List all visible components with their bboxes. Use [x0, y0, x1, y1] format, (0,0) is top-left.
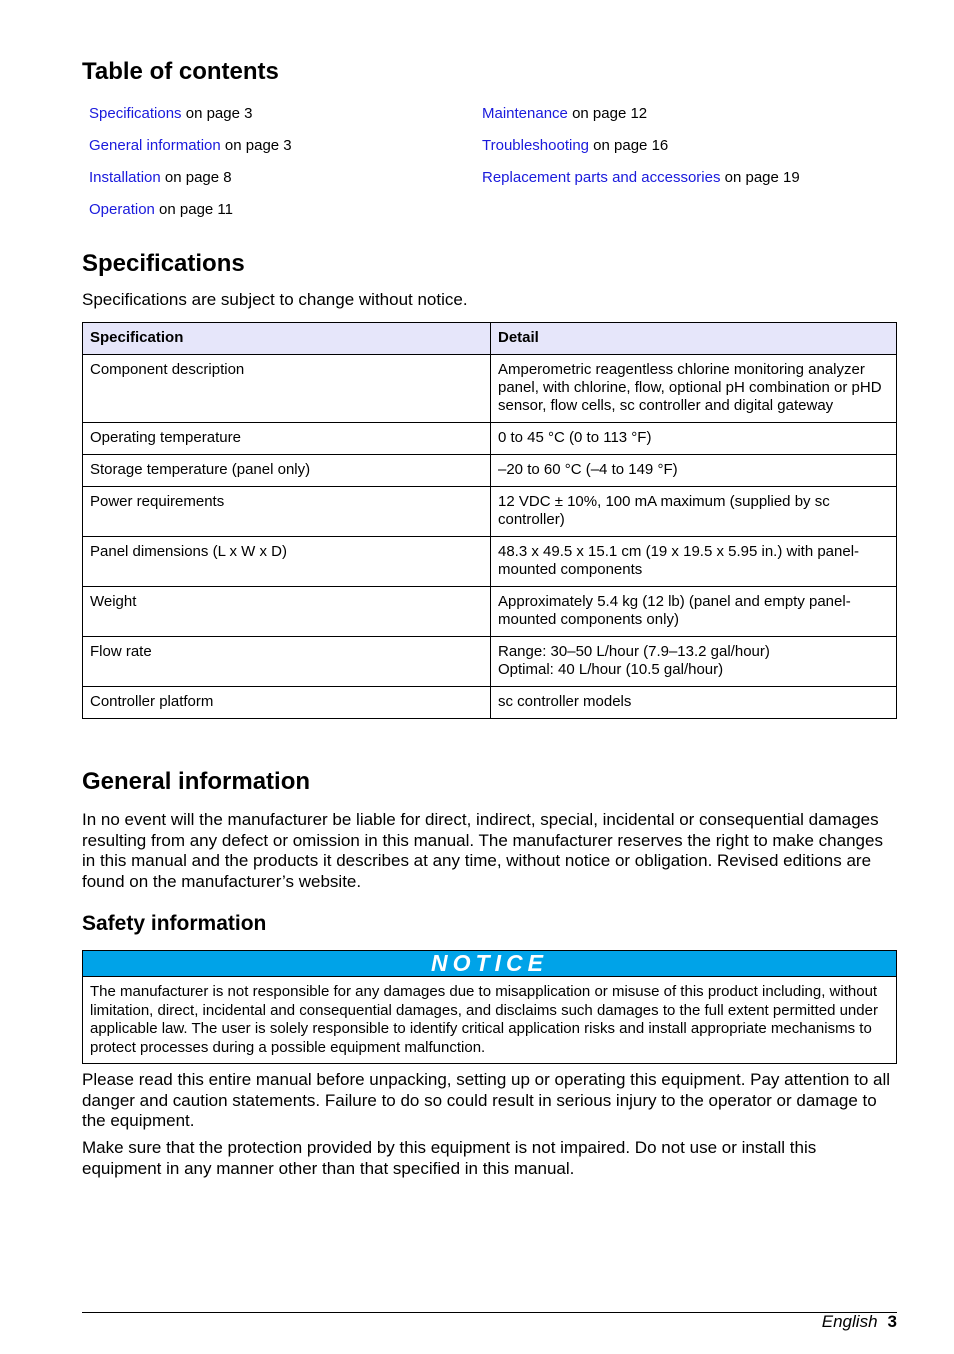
- toc-item: [482, 135, 800, 167]
- table-row: [83, 487, 897, 537]
- toc-item: [89, 167, 292, 199]
- spec-detail-line: –20 to 60 °C (–4 to 149 °F): [498, 461, 678, 478]
- spec-detail-line: Amperometric reagentless chlorine monitoring analyzer panel, with chlorine, flow, optional pH combination or pHD sensor, flow cells, sc controller and digital gateway: [498, 361, 882, 414]
- toc-title: Table of contents: [82, 58, 279, 85]
- notice-box: [82, 950, 897, 1064]
- toc-link-general-information[interactable]: General information: [89, 137, 221, 154]
- spec-detail: [491, 355, 897, 423]
- table-row: [83, 637, 897, 687]
- toc-link-maintenance[interactable]: Maintenance: [482, 105, 568, 122]
- toc-link-specifications[interactable]: Specifications: [89, 105, 182, 122]
- spec-detail-line: Optimal: 40 L/hour (10.5 gal/hour): [498, 661, 724, 678]
- spec-detail: [491, 537, 897, 587]
- notice-text: The manufacturer is not responsible for any damages due to misapplication or misuse of this product including, without limitation, direct, incidental and consequential damages, and disclaims such damages to the full extent permitted under applicable law. The user is solely responsible to identify critical application risks and install appropriate mechanisms to protect processes during a possible equipment malfunction.: [90, 983, 878, 1056]
- spec-detail-line: sc controller models: [498, 693, 632, 710]
- spec-name: Flow rate: [83, 637, 491, 687]
- safety-information-heading: Safety information: [82, 912, 267, 935]
- column-header-detail: Detail: [491, 323, 897, 355]
- column-header-specification: Specification: [83, 323, 491, 355]
- toc-page-ref: on page 19: [720, 169, 800, 186]
- spec-detail: [491, 637, 897, 687]
- specifications-table: [82, 322, 897, 719]
- toc-page-ref: on page 3: [220, 137, 292, 154]
- toc-link-operation[interactable]: Operation: [89, 201, 155, 218]
- table-row: [83, 537, 897, 587]
- spec-detail-line: 12 VDC ± 10%, 100 mA maximum (supplied by sc controller): [498, 493, 830, 528]
- toc-item: [89, 103, 292, 135]
- spec-detail: [491, 687, 897, 719]
- toc-link-replacement-parts[interactable]: Replacement parts and accessories: [482, 169, 721, 186]
- specifications-heading: Specifications: [82, 250, 245, 277]
- footer-language: English: [821, 1312, 878, 1331]
- spec-name: Power requirements: [83, 487, 491, 537]
- spec-detail-line: Range: 30–50 L/hour (7.9–13.2 gal/hour): [498, 643, 770, 660]
- toc-item: [482, 167, 800, 199]
- table-row: [83, 423, 897, 455]
- toc-page-ref: on page 12: [567, 105, 648, 122]
- spec-detail: [491, 455, 897, 487]
- toc-left-column: [89, 103, 292, 231]
- safety-paragraph-2: Make sure that the protection provided by this equipment is not impaired. Do not use or install this equipment in any manner other than that specified in this manual.: [82, 1138, 817, 1178]
- spec-name: Component description: [83, 355, 491, 423]
- notice-label: NOTICE: [83, 951, 896, 977]
- table-row: [83, 355, 897, 423]
- toc-page-ref: on page 3: [181, 105, 253, 122]
- table-row: [83, 455, 897, 487]
- spec-detail-line: Approximately 5.4 kg (12 lb) (panel and empty panel-mounted components only): [498, 593, 851, 628]
- toc-item: [89, 135, 292, 167]
- toc-page-ref: on page 8: [160, 169, 232, 186]
- table-header-row: [83, 323, 897, 355]
- spec-detail: [491, 423, 897, 455]
- toc-right-column: [482, 103, 800, 199]
- spec-name: Weight: [83, 587, 491, 637]
- page-number: 3: [887, 1312, 897, 1331]
- general-information-heading: General information: [82, 768, 311, 795]
- spec-name: Operating temperature: [83, 423, 491, 455]
- page-footer: [822, 1312, 897, 1332]
- general-information-paragraph: In no event will the manufacturer be liable for direct, indirect, special, incidental or consequential damages resulting from any defect or omission in this manual. The manufacturer reserves the right to make changes in this manual and the products it describes at any time, without notice or obligation. Revised editions are found on the manufacturer’s website.: [82, 810, 883, 891]
- safety-paragraph-1: Please read this entire manual before unpacking, setting up or operating this equipment. Pay attention to all danger and caution statements. Failure to do so could result in serious injury to the operator or damage to the equipment.: [82, 1070, 891, 1130]
- toc-item: [89, 199, 292, 231]
- spec-detail-line: 48.3 x 49.5 x 15.1 cm (19 x 19.5 x 5.95 in.) with panel-mounted components: [498, 543, 860, 578]
- toc-link-troubleshooting[interactable]: Troubleshooting: [482, 137, 590, 154]
- toc-link-installation[interactable]: Installation: [89, 169, 161, 186]
- spec-name: Storage temperature (panel only): [83, 455, 491, 487]
- spec-detail-line: 0 to 45 °C (0 to 113 °F): [498, 429, 652, 446]
- toc-page-ref: on page 16: [589, 137, 669, 154]
- specifications-intro: Specifications are subject to change without notice.: [82, 290, 468, 309]
- toc-item: [482, 103, 800, 135]
- table-row: [83, 587, 897, 637]
- spec-name: Panel dimensions (L x W x D): [83, 537, 491, 587]
- spec-detail: [491, 587, 897, 637]
- toc-page-ref: on page 11: [154, 201, 234, 218]
- spec-name: Controller platform: [83, 687, 491, 719]
- table-row: [83, 687, 897, 719]
- spec-detail: [491, 487, 897, 537]
- footer-rule: [82, 1312, 897, 1313]
